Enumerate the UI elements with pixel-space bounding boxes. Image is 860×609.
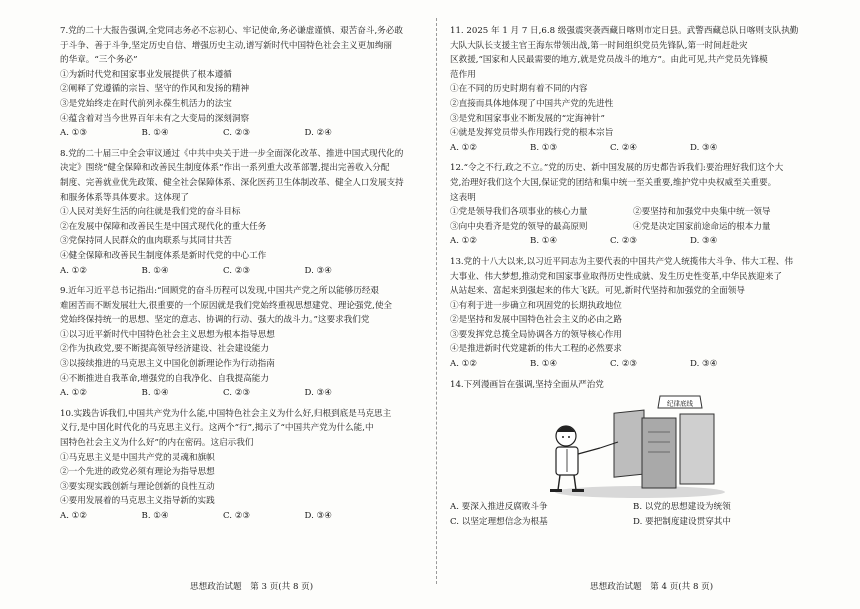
option-b: B. ①④: [141, 511, 169, 521]
answer-options: [60, 509, 426, 524]
statement: ②阐释了党遵循的宗旨、坚守的作风和发扬的精神: [60, 84, 250, 95]
stem-line: 从站起来、富起来到强起来的伟大飞跃。可见,新时代坚持和加强党的全面领导: [450, 286, 745, 297]
stem-line: 7.党的二十大报告强调,全党同志务必不忘初心、牢记使命,务必谦虚谨慎、艰苦奋斗,务必敢: [60, 26, 403, 36]
statement: ①人民对美好生活的向往就是我们党的奋斗目标: [60, 207, 241, 218]
statement: ①党是领导我们各项事业的核心力量: [450, 207, 588, 218]
stem-line: 10.实践告诉我们,中国共产党为什么能,中国特色社会主义为什么好,归根到底是马克思主: [60, 408, 392, 419]
statement: ④不断推进自我革命,增强党的自我净化、自我提高能力: [60, 373, 269, 384]
stem-line: 13.党的十八大以来,以习近平同志为主要代表的中国共产党人统揽伟大斗争、伟大工程、伟: [450, 256, 793, 267]
option-c: C. ②③: [223, 265, 251, 276]
page-footer-3: 思想政治试题 第 3 页(共 8 页): [190, 582, 314, 592]
stem-line: 11. 2025 年 1 月 7 日,6.8 级强震突袭西藏日喀则市定日县。武警西藏总队日喀则支队执勤: [450, 26, 799, 36]
option-b: B. 以党的思想建设为统领: [633, 502, 731, 513]
stem-line: 区救援,“国家和人民最需要的地方,就是党员战斗的地方”。由此可见,共产党员先锋模: [450, 55, 768, 66]
statement: ①以习近平新时代中国特色社会主义思想为根本指导思想: [60, 329, 275, 340]
option-b: B. ①④: [530, 236, 558, 247]
option-d: D. ③④: [690, 236, 718, 247]
statement: ③是党始终走在时代前列永葆生机活力的法宝: [60, 98, 232, 109]
stem-line: 制度、完善就业优先政策、健全社会保障体系、深化医药卫生体制改革、健全人口发展支持: [60, 177, 404, 188]
statement: ③以接续推进的马克思主义中国化创新理论作为行动指南: [60, 359, 275, 370]
option-b: B. ①④: [530, 359, 558, 370]
stem-line: 12.“令之不行,政之不立。”党的历史、新中国发展的历史都告诉我们:要治理好我们这个大: [450, 163, 784, 174]
statement: ①有利于进一步确立和巩固党的长期执政地位: [450, 300, 622, 311]
option-c: C. ②④: [610, 142, 638, 153]
question-9: [60, 284, 426, 401]
stem-line: 大队大队长支援主官王海东带领出战,第一时间组织党员先锋队,第一时间赶赴灾: [450, 40, 748, 51]
stem-line: 和服务体系等具体要求。这体现了: [60, 192, 189, 203]
answer-options: [450, 234, 810, 249]
option-d: D. ③④: [304, 511, 332, 521]
statement: ④是推进新时代党建新的伟大工程的必然要求: [450, 344, 622, 355]
cartoon-illustration: [530, 392, 730, 500]
question-13: [450, 255, 810, 372]
stem-line: 的华章。“三个务必”: [60, 55, 138, 66]
stem-line: 8.党的二十届三中全会审议通过《中共中央关于进一步全面深化改革、推进中国式现代化的: [60, 148, 404, 159]
option-c: C. ②③: [610, 359, 638, 370]
statement: ②直接而具体地体现了中国共产党的先进性: [450, 98, 614, 109]
stem-line: 这表明: [450, 192, 476, 203]
option-c: C. ②③: [610, 236, 638, 247]
answer-options: [450, 141, 810, 156]
question-8: [60, 147, 426, 278]
option-a: A. ①②: [60, 388, 88, 399]
option-d: D. ②④: [304, 128, 332, 139]
statement: ①在不同的历史时期有着不同的内容: [450, 84, 588, 95]
page-footer-4: 思想政治试题 第 4 页(共 8 页): [590, 582, 714, 592]
right-page: [450, 24, 810, 529]
left-page: [60, 24, 426, 524]
option-d: D. ③④: [304, 265, 332, 276]
statement: ④蕴含着对当今世界百年未有之大变局的深刻洞察: [60, 113, 250, 124]
option-a: A. ①③: [60, 128, 88, 139]
statement: ④要用发展着的马克思主义指导新的实践: [60, 496, 215, 507]
question-11: [450, 24, 810, 155]
option-d: D. 要把制度建设贯穿其中: [633, 516, 731, 527]
cartoon-drawing: [530, 392, 730, 500]
statement: ②是坚持和发展中国特色社会主义的必由之路: [450, 315, 622, 326]
answer-options: [60, 386, 426, 401]
stem-line: 9.近年习近平总书记指出:“回顾党的奋斗历程可以发现,中国共产党之所以能够历经艰: [60, 286, 380, 297]
stem-line: 党始终保持统一的思想、坚定的意志、协调的行动、强大的战斗力。”这要求我们党: [60, 315, 370, 326]
option-c: C. ②③: [223, 128, 251, 139]
option-d: D. ③④: [690, 359, 718, 370]
answer-options: [60, 264, 426, 279]
option-a: A. ①②: [450, 142, 478, 153]
statement: ③是党和国家事业不断发展的“定海神针”: [450, 113, 605, 124]
option-a: A. 要深入推进反腐败斗争: [450, 502, 548, 513]
option-a: A. ①②: [450, 359, 478, 370]
statement: ③要实现实践创新与理论创新的良性互动: [60, 481, 215, 492]
stem-line: 义行,是中国化时代化的马克思主义行。这两个“行”,揭示了“中国共产党为什么能,中: [60, 423, 374, 434]
answer-options: [450, 357, 810, 372]
statement: ④健全保障和改善民生制度体系是新时代党的中心工作: [60, 250, 267, 261]
statement: ③要发挥党总揽全局协调各方的领导核心作用: [450, 329, 622, 340]
option-c: C. ②③: [223, 511, 251, 521]
stem-line: 决定》围绕“健全保障和改善民生制度体系”作出一系列重大改革部署,提出完善收入分配: [60, 163, 390, 174]
statement: ④就是发挥党员带头作用践行党的根本宗旨: [450, 128, 614, 139]
page-divider: [436, 18, 437, 584]
option-d: D. ③④: [304, 388, 332, 399]
statement: ④党是决定国家前途命运的根本力量: [633, 221, 771, 232]
answer-options: [60, 126, 426, 141]
statement: ②一个先进的政党必须有理论为指导思想: [60, 467, 215, 478]
option-b: B. ①③: [530, 142, 558, 153]
statement: ③党保持同人民群众的血肉联系与其同甘共苦: [60, 236, 232, 247]
cartoon-sign-text: 纪律底线: [667, 399, 693, 408]
option-a: A. ①②: [60, 511, 88, 521]
statement: ③向中央看齐是党的领导的最高原则: [450, 221, 588, 232]
statement: ②要坚持和加强党中央集中统一领导: [633, 207, 771, 218]
stem-line: 党,治理好我们这个大国,保证党的团结和集中统一至关重要,维护党中央权威至关重要。: [450, 177, 777, 188]
question-12: [450, 161, 810, 249]
statement: ①马克思主义是中国共产党的灵魂和旗帜: [60, 452, 215, 463]
question-14: [450, 378, 810, 530]
stem-line: 14.下列漫画旨在强调,坚持全面从严治党: [450, 379, 604, 390]
statement: ①为新时代党和国家事业发展提供了根本遵循: [60, 69, 232, 80]
option-b: B. ①④: [141, 128, 169, 139]
statement: ②在发展中保障和改善民生是中国式现代化的重大任务: [60, 221, 267, 232]
stem-line: 国特色社会主义为什么好”的内在密码。这启示我们: [60, 438, 254, 449]
statement-grid: [450, 205, 810, 234]
option-b: B. ①④: [141, 388, 169, 399]
stem-line: 难困苦而不断发展壮大,很重要的一个原因就是我们党始终重视思想建党、理论强党,使全: [60, 300, 393, 311]
option-c: C. 以坚定理想信念为根基: [450, 516, 548, 527]
option-a: A. ①②: [450, 236, 478, 247]
option-c: C. ②③: [223, 388, 251, 399]
stem-line: 于斗争、善于斗争,坚定历史自信、增强历史主动,谱写新时代中国特色社会主义更加绚丽: [60, 40, 393, 51]
option-b: B. ①④: [141, 265, 169, 276]
statement: ②作为执政党,要不断提高领导经济建设、社会建设能力: [60, 344, 269, 355]
answer-options: [450, 500, 810, 529]
option-d: D. ③④: [690, 142, 718, 153]
stem-line: 范作用: [450, 69, 476, 80]
question-10: [60, 407, 426, 524]
question-7: [60, 24, 426, 141]
option-a: A. ①②: [60, 265, 88, 276]
stem-line: 大事业、伟大梦想,推动党和国家事业取得历史性成就、发生历史性变革,中华民族迎来了: [450, 271, 783, 282]
